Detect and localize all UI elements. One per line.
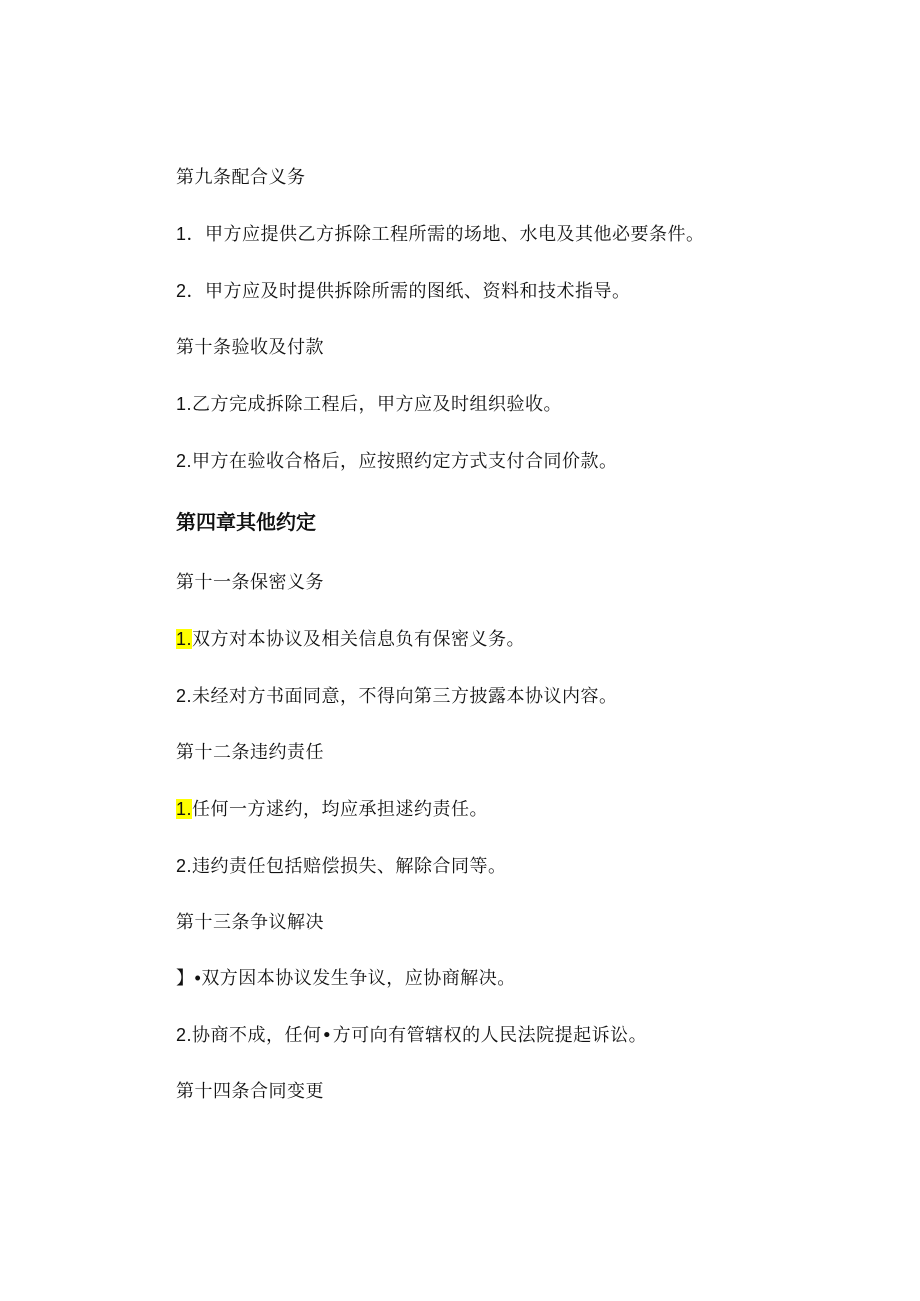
article-12-heading: [176, 741, 324, 765]
article-9-item-1: [176, 222, 705, 247]
item-number: 2.: [176, 856, 193, 876]
article-10-item-2: [176, 449, 618, 474]
item-text: 甲方在验收合格后，应按照约定方式支付合同价款。: [192, 451, 618, 472]
item-text: 违约责任包括赔偿损失、解除合同等。: [192, 856, 507, 877]
item-text: 任何一方逑约，均应承担逑约责任。: [192, 799, 489, 820]
item-text: 双方因本协议发生争议，应协商解决。: [201, 968, 516, 989]
item-text: 双方对本协议及相关信息负有保密义务。: [192, 629, 526, 650]
item-number: 2.: [176, 451, 193, 471]
article-10-heading: [176, 336, 324, 360]
article-heading-text: 第十三条争议解决: [176, 912, 324, 933]
item-number-highlighted: 1.: [176, 629, 193, 649]
item-text: 未经对方书面同意，不得向第三方披露本协议内容。: [192, 686, 618, 707]
article-11-item-2: [176, 684, 618, 709]
article-9-heading: [176, 166, 306, 190]
chapter-4-heading: [176, 510, 316, 534]
article-13-heading: [176, 911, 324, 935]
article-12-item-2: [176, 854, 507, 879]
article-heading-text: 第九条配合义务: [176, 167, 306, 188]
article-9-item-2: [176, 279, 631, 304]
article-heading-text: 第十一条保密义务: [176, 572, 324, 593]
item-text: 乙方完成拆除工程后，甲方应及时组织验收。: [192, 394, 563, 415]
item-number: 2.: [176, 686, 193, 706]
article-13-item-2: [176, 1023, 647, 1048]
article-14-heading: [176, 1080, 324, 1104]
item-number-highlighted: 1.: [176, 799, 193, 819]
item-text: ．甲方应及时提供拆除所需的图纸、资料和技术指导。: [186, 281, 631, 302]
chapter-heading-text: 第四章其他约定: [176, 510, 316, 534]
article-heading-text: 第十条验收及付款: [176, 337, 324, 358]
article-13-item-1: [176, 966, 516, 991]
article-11-item-1: [176, 627, 525, 652]
item-number: 1.: [176, 394, 193, 414]
article-heading-text: 第十二条违约责任: [176, 742, 324, 763]
article-12-item-1: [176, 797, 488, 822]
item-number: 2.: [176, 1025, 193, 1045]
item-number: 1: [176, 224, 187, 244]
item-text: 协商不成，任何•方可向有管辖权的人民法院提起诉讼。: [192, 1025, 648, 1046]
item-text: ．甲方应提供乙方拆除工程所需的场地、水电及其他必要条件。: [186, 224, 705, 245]
item-number: 】•: [176, 968, 202, 988]
article-11-heading: [176, 571, 324, 595]
article-heading-text: 第十四条合同变更: [176, 1081, 324, 1102]
item-number: 2: [176, 281, 187, 301]
article-10-item-1: [176, 392, 562, 417]
